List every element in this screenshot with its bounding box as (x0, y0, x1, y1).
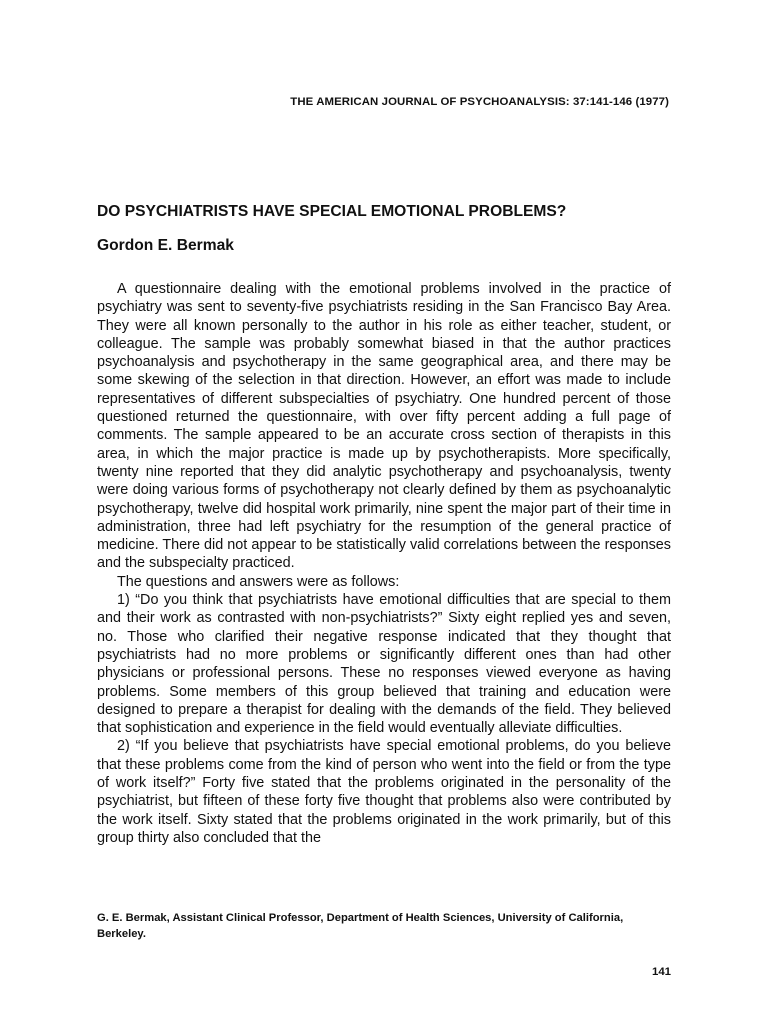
body-paragraph-intro: A questionnaire dealing with the emotional problems involved in the practice of psychiatry was sent to seventy-five psychiatrists residing in the San Francisco Bay Area. They were all known personally to the author in his role as either teacher, student, or colleague. The sample was probably somewhat biased in that the author practices psychoanalysis and psychotherapy in the same geographical area, and there may be some skewing of the selection in that direction. However, an effort was made to include representatives of different subspecialties of psychiatry. One hundred percent of those questioned returned the questionnaire, with over fifty percent adding a full page of comments. The sample appeared to be an accurate cross section of therapists in this area, in which the major practice is made up by psychotherapists. More specifically, twenty nine reported that they did analytic psychotherapy and psychoanalysis, twenty were doing various forms of psychotherapy not clearly defined by them as psychoanalytic psychotherapy, twelve did hospital work primarily, nine spent the major part of their time in administration, three had left psychiatry for the resumption of the general practice of medicine. There did not appear to be statistically valid correlations between the responses and the subspecialty practiced. (97, 281, 671, 572)
author-affiliation-footnote: G. E. Bermak, Assistant Clinical Professor, Department of Health Sciences, University of California, Berkeley. (97, 912, 624, 940)
page-number: 141 (651, 966, 671, 978)
running-header: THE AMERICAN JOURNAL OF PSYCHOANALYSIS: 37:141-146 (1977) (290, 96, 669, 108)
body-paragraph-questions-intro: The questions and answers were as follows: (117, 573, 400, 590)
article-body (97, 280, 671, 847)
body-paragraph-question-1: 1) “Do you think that psychiatrists have emotional difficulties that are special to them and their work as contrasted with non-psychiatrists?” Sixty eight replied yes and seven, no. Those who clarified their negative response indicated that they thought that psychiatrists had no more problems or significantly different ones than had other physicians or professional persons. These no responses viewed everyone as having problems. Some members of this group believed that training and education were designed to prepare a therapist for dealing with the demands of the field. They believed that sophistication and experience in the field would eventually alleviate difficulties. (97, 592, 671, 737)
body-paragraph-question-2: 2) “If you believe that psychiatrists have special emotional problems, do you believe that these problems come from the kind of person who went into the field or from the type of work itself?” Forty five stated that the problems originated in the personality of the psychiatrist, but fifteen of these forty five thought that problems also were contributed by the work itself. Sixty stated that the problems originated in the work primarily, but of this group thirty also concluded that the (97, 738, 671, 846)
article-title: DO PSYCHIATRISTS HAVE SPECIAL EMOTIONAL PROBLEMS? (97, 203, 567, 220)
article-author: Gordon E. Bermak (97, 237, 234, 254)
